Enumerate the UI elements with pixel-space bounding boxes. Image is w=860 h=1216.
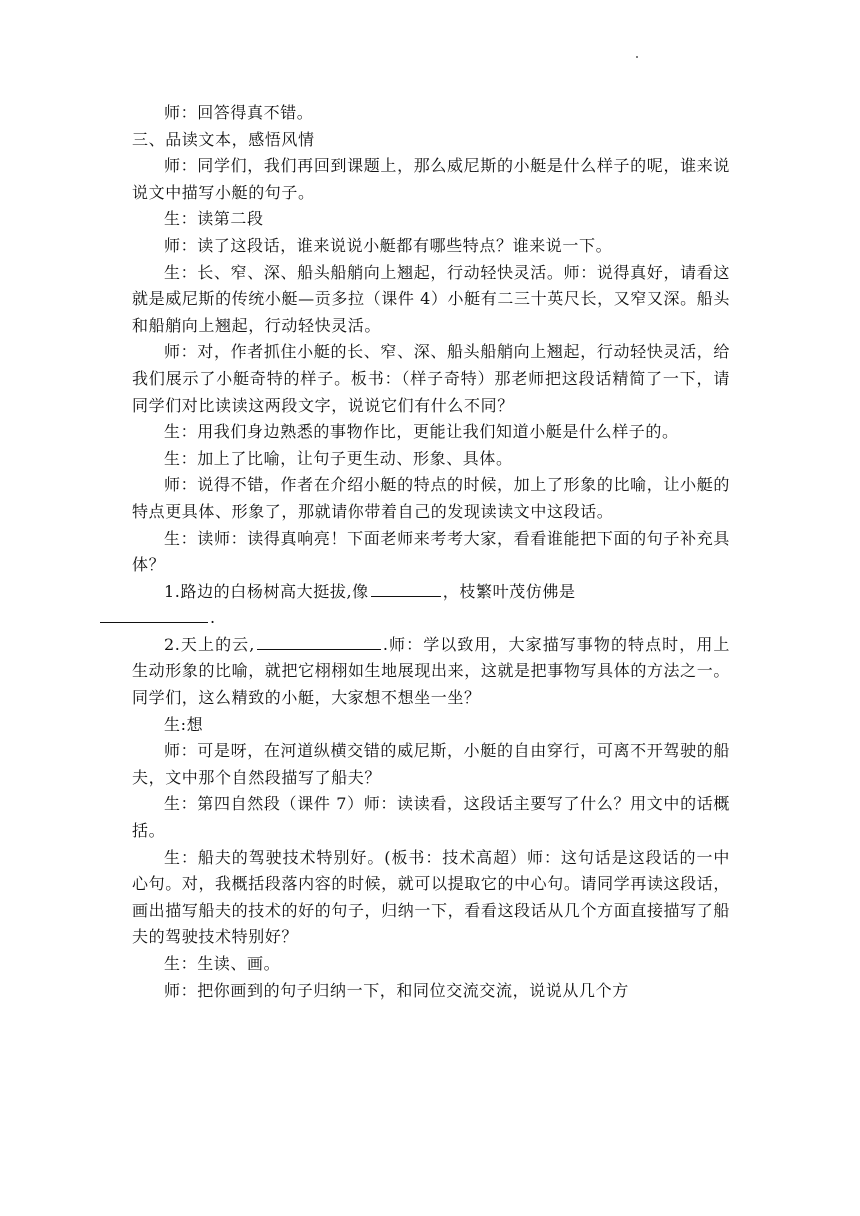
exercise-2-text-a: 2.天上的云, xyxy=(164,634,255,654)
section-heading: 三、品读文本，感悟风情 xyxy=(132,129,315,149)
exercise-1 xyxy=(132,579,730,632)
document-body xyxy=(132,100,730,1004)
header-mark xyxy=(636,56,638,58)
paragraph: 生：加上了比喻，让句子更生动、形象、具体。 xyxy=(164,448,513,468)
exercise-2-text-b: .师：学以致用，大家描写事物的特点时，用上生动形象的比喻，就把它栩栩如生地展现出来，这就是把事物写具体的方法之一。同学们，这么精致的小艇，大家想不想坐一坐？ xyxy=(132,634,730,708)
exercise-1-text-a: 1.路边的白杨树高大挺拔,像 xyxy=(164,581,369,601)
paragraph: 师：对，作者抓住小艇的长、窄、深、船头船艄向上翘起，行动轻快灵活，给我们展示了小艇奇特的样子。板书：（样子奇特）那老师把这段话精简了一下，请同学们对比读读这两段文字，说说它们有什么不同？ xyxy=(132,342,730,415)
exercise-1-blank-a xyxy=(371,579,441,597)
paragraph: 师：同学们，我们再回到课题上，那么威尼斯的小艇是什么样子的呢，谁来说说文中描写小艇的句子。 xyxy=(132,156,730,202)
paragraph: 师：可是呀，在河道纵横交错的威尼斯，小艇的自由穿行，可离不开驾驶的船夫，文中那个自然段描写了船夫？ xyxy=(132,741,730,787)
exercise-1-blank-b xyxy=(100,605,208,623)
paragraph: 生:想 xyxy=(164,714,204,734)
paragraph: 生：长、窄、深、船头船艄向上翘起，行动轻快灵活。师：说得真好，请看这就是威尼斯的传统小艇—贡多拉（课件 4）小艇有二三十英尺长，又窄又深。船头和船艄向上翘起，行动轻快灵活。 xyxy=(132,262,730,335)
paragraph-group-after xyxy=(132,712,730,1005)
paragraph: 师：回答得真不错。 xyxy=(164,103,314,122)
paragraph: 生：第四自然段（课件 7）师：读读看，这段话主要写了什么？用文中的话概括。 xyxy=(132,794,730,841)
paragraph: 生：生读、画。 xyxy=(164,954,281,973)
paragraph: 师：把你画到的句子归纳一下，和同位交流交流，说说从几个方 xyxy=(164,980,629,1000)
exercise-2-blank xyxy=(257,632,381,650)
exercise-1-text-b: ，枝繁叶茂仿佛是 xyxy=(442,581,576,601)
paragraph: 师：说得不错，作者在介绍小艇的特点的时候，加上了形象的比喻，让小艇的特点更具体、形象了，那就请你带着自己的发现读读文中这段话。 xyxy=(132,475,730,521)
paragraph: 师：读了这段话，谁来说说小艇都有哪些特点？谁来说一下。 xyxy=(164,235,613,255)
paragraph: 生：用我们身边熟悉的事物作比，更能让我们知道小艇是什么样子的。 xyxy=(164,422,679,442)
paragraph-group-before xyxy=(132,100,730,579)
paragraph: 生：船夫的驾驶技术特别好。(板书：技术高超）师：这句话是这段话的一中心句。对，我概括段落内容的时候，就可以提取它的中心句。请同学再读这段话，画出描写船夫的技术的好的句子，归纳一下，看看这段话从几个方面直接描写了船夫的驾驶技术特别好？ xyxy=(132,847,730,947)
paragraph: 生：读师：读得真响亮！下面老师来考考大家，看看谁能把下面的句子补充具体？ xyxy=(132,528,730,575)
exercise-1-text-c: . xyxy=(210,608,216,628)
exercise-2 xyxy=(132,632,730,712)
paragraph: 生：读第二段 xyxy=(164,209,264,229)
